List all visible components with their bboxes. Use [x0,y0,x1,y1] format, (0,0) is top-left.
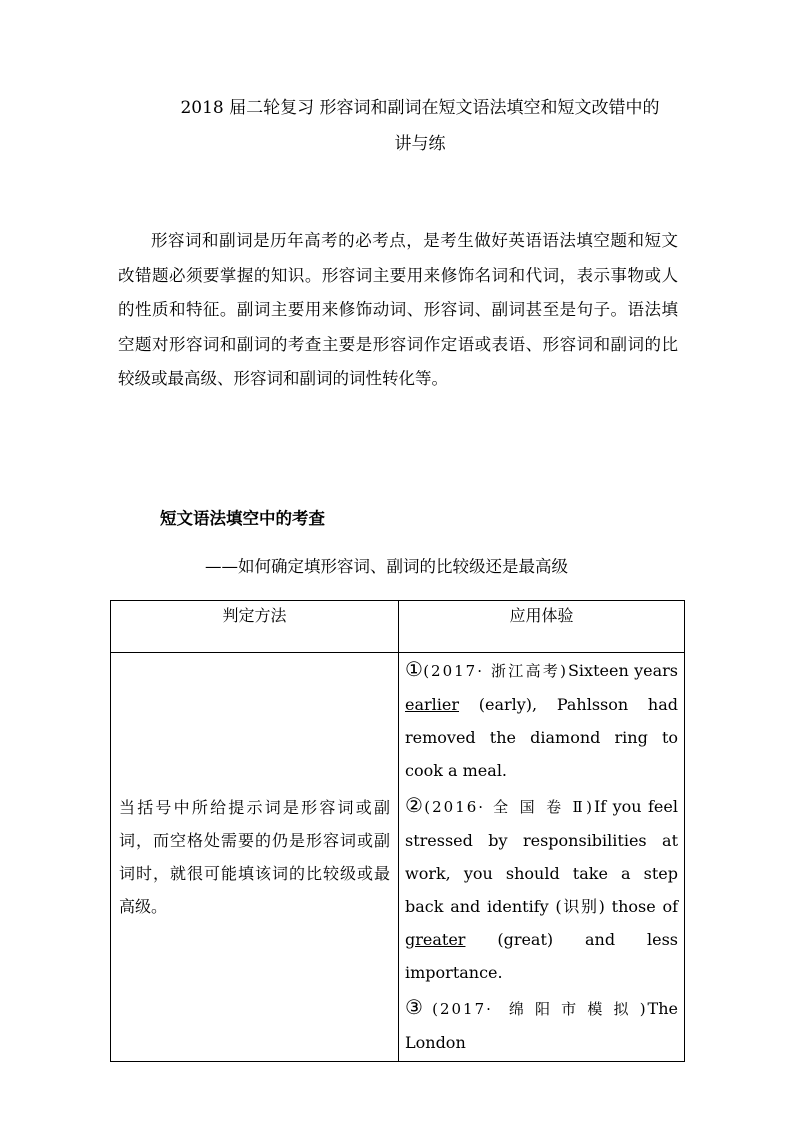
example-text: Sixteen years [567,661,679,680]
example-source: (2016· 全 国 卷 Ⅱ) [424,798,594,816]
example-source: (2017· 绵阳市模拟) [432,1000,648,1018]
example-text: (great) and less importance. [405,930,678,982]
section-subtitle: ——如何确定填形容词、副词的比较级还是最高级 [205,557,568,576]
example-number: ② [405,793,425,817]
document-title-line1: 2018 届二轮复习 形容词和副词在短文语法填空和短文改错中的 [180,98,660,118]
header-method: 判定方法 [111,601,399,653]
example-text: (early), Pahlsson had removed the diamond ring to cook a meal. [405,695,678,780]
example-3 [405,991,678,1059]
example-number: ③ [405,995,433,1019]
examples-cell [399,653,685,1062]
method-table [110,600,685,1062]
example-answer: earlier [405,695,460,714]
example-text: The London [405,999,678,1052]
document-title-line2: 讲与练 [394,134,446,154]
table-row [111,653,685,1062]
table-header-row [111,601,685,653]
example-1 [405,653,678,787]
example-2 [405,789,678,989]
intro-paragraph: 形容词和副词是历年高考的必考点，是考生做好英语语法填空题和短文改错题必须要掌握的知识。形容词主要用来修饰名词和代词，表示事物或人的性质和特征。副词主要用来修饰动词、形容词、副词甚至是句子。语法填空题对形容词和副词的考查主要是形容词作定语或表语、形容词和副词的比较级或最高级、形容词和副词的词性转化等。 [118,231,678,388]
example-answer: greater [405,930,466,949]
example-text: If you feel stressed by responsibilities at work, you should take a step back and identify (识别) those of [405,797,678,916]
example-number: ① [405,657,424,681]
section-title: 短文语法填空中的考查 [160,509,325,528]
header-experience: 应用体验 [399,601,685,653]
example-source: (2017· 浙江高考) [423,662,568,680]
method-cell: 当括号中所给提示词是形容词或副词，而空格处需要的仍是形容词或副词时，就很可能填该词的比较级或最高级。 [111,653,399,1062]
